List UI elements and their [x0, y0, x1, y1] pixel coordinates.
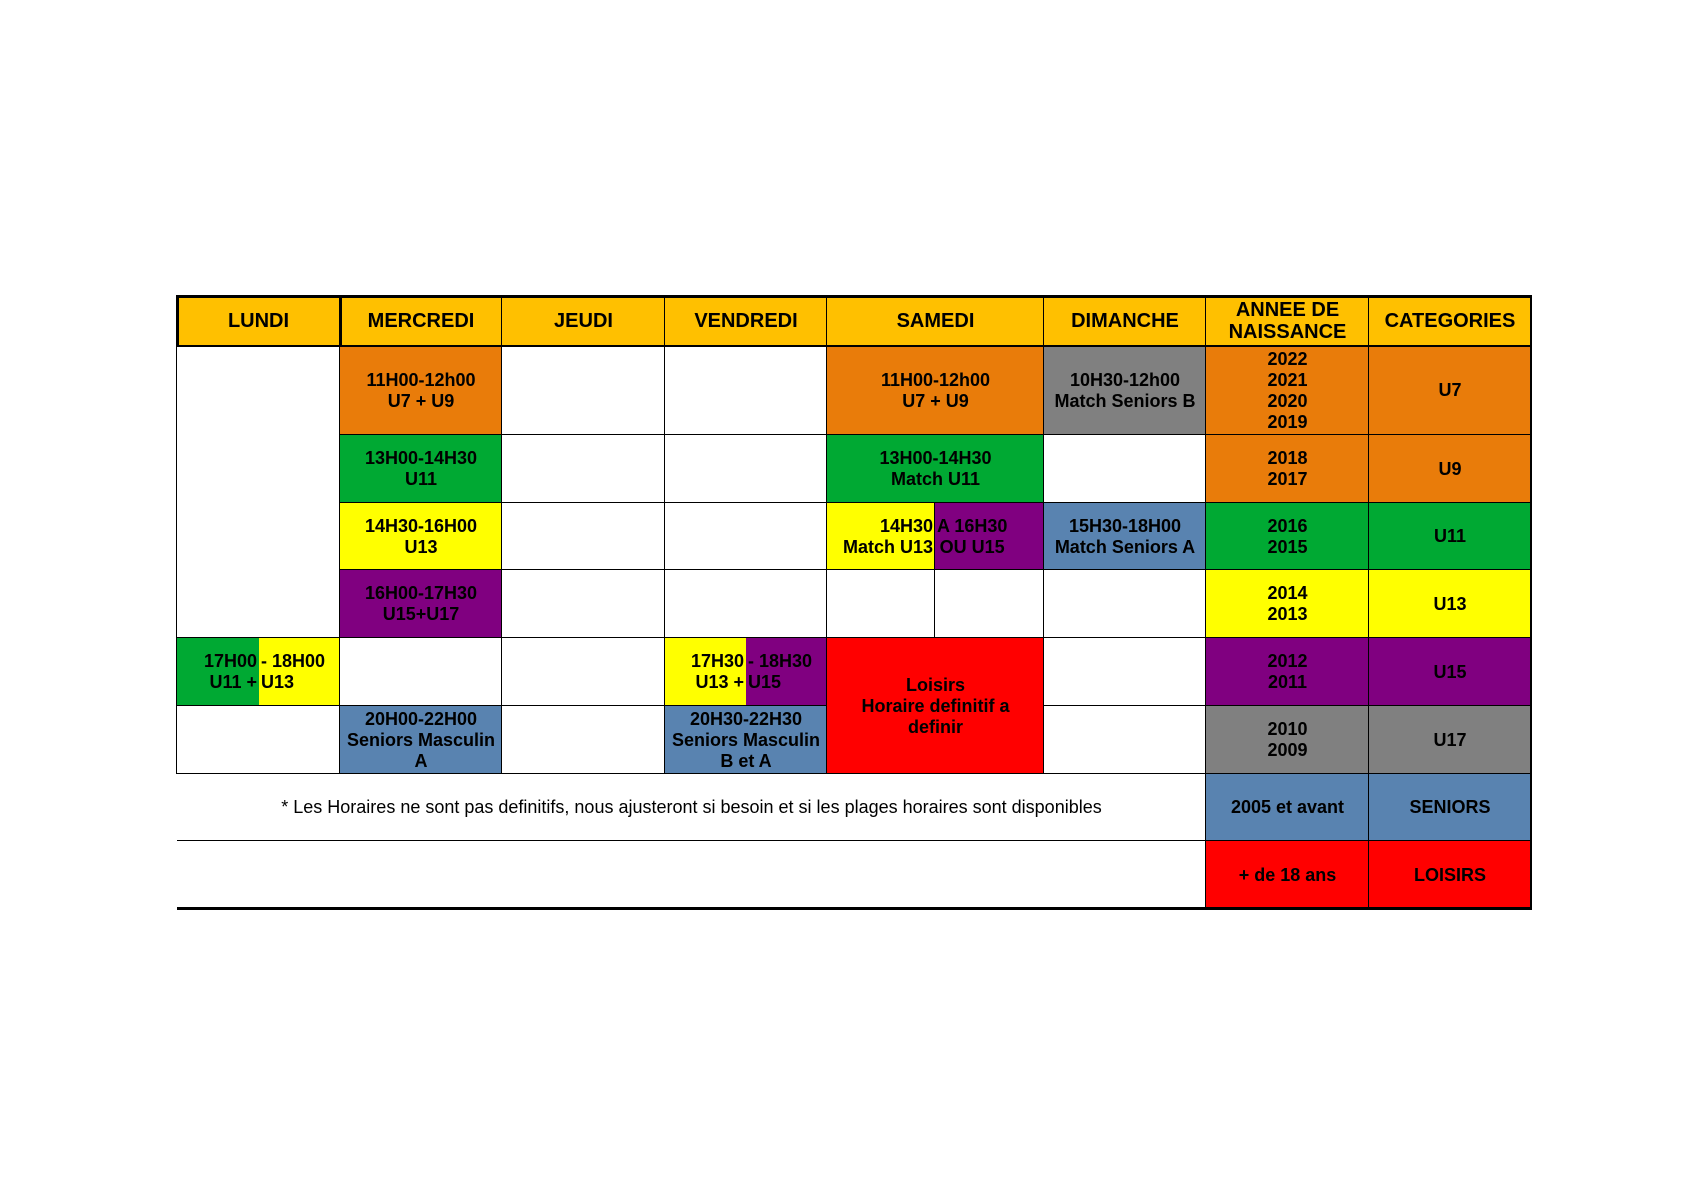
samedi-slot-u7-u9: 11H00-12h00 U7 + U9	[827, 346, 1044, 435]
grid-line	[1368, 296, 1369, 909]
grid-line	[1205, 296, 1206, 909]
annee-loisirs: + de 18 ans	[1206, 841, 1369, 909]
vendredi-slot-u13: 17H30 U13 +	[665, 638, 746, 706]
header-categories: CATEGORIES	[1369, 296, 1531, 346]
grid-line	[1044, 705, 1531, 706]
dimanche-slot-match-seniors-a: 15H30-18H00 Match Seniors A	[1044, 503, 1206, 570]
grid-line	[339, 295, 342, 347]
lundi-slot-u13: - 18H00 U13	[259, 638, 340, 706]
grid-line	[177, 773, 1531, 774]
annee-u17: 2010 2009	[1206, 706, 1369, 774]
annee-u7: 2022 2021 2020 2019	[1206, 346, 1369, 435]
grid-line	[339, 346, 340, 774]
dimanche-slot-match-seniors-b: 10H30-12h00 Match Seniors B	[1044, 346, 1206, 435]
grid-line	[934, 503, 935, 638]
header-lundi: LUNDI	[177, 296, 340, 346]
grid-line	[340, 502, 1531, 503]
category-u13: U13	[1369, 570, 1531, 638]
category-u9: U9	[1369, 435, 1531, 503]
mercredi-slot-seniors-masculin: 20H00-22H00 Seniors Masculin A	[340, 706, 502, 774]
grid-line	[826, 296, 827, 774]
mercredi-slot-u11: 13H00-14H30 U11	[340, 435, 502, 503]
schedule-note: * Les Horaires ne sont pas definitifs, nous ajusteront si besoin et si les plages horaires sont disponibles	[281, 797, 1102, 817]
category-u11: U11	[1369, 503, 1531, 570]
mercredi-slot-u13: 14H30-16H00 U13	[340, 503, 502, 570]
category-loisirs: LOISIRS	[1369, 841, 1531, 909]
grid-line	[177, 840, 1531, 841]
grid-line	[177, 907, 1531, 910]
annee-u11: 2016 2015	[1206, 503, 1369, 570]
grid-line	[177, 637, 1531, 638]
header-vendredi: VENDREDI	[665, 296, 827, 346]
vendredi-slot-seniors-masculin: 20H30-22H30 Seniors Masculin B et A	[665, 706, 827, 774]
grid-line	[340, 569, 1531, 570]
annee-u9: 2018 2017	[1206, 435, 1369, 503]
grid-line	[1530, 295, 1532, 910]
header-samedi: SAMEDI	[827, 296, 1044, 346]
grid-line	[177, 295, 1531, 298]
category-u15: U15	[1369, 638, 1531, 706]
grid-line	[177, 705, 827, 706]
header-jeudi: JEUDI	[502, 296, 665, 346]
category-u17: U17	[1369, 706, 1531, 774]
annee-u13: 2014 2013	[1206, 570, 1369, 638]
annee-seniors: 2005 et avant	[1206, 774, 1369, 841]
category-u7: U7	[1369, 346, 1531, 435]
grid-line	[501, 296, 502, 774]
grid-line	[1043, 296, 1044, 774]
samedi-slot-match-u13: 14H30 Match U13	[827, 503, 935, 570]
grid-line	[664, 296, 665, 774]
mercredi-slot-u7-u9: 11H00-12h00 U7 + U9	[340, 346, 502, 435]
samedi-slot-match-u11: 13H00-14H30 Match U11	[827, 435, 1044, 503]
mercredi-slot-u15-u17: 16H00-17H30 U15+U17	[340, 570, 502, 638]
category-seniors: SENIORS	[1369, 774, 1531, 841]
header-mercredi: MERCREDI	[340, 296, 502, 346]
samedi-slot-loisirs: Loisirs Horaire definitif a definir	[827, 638, 1044, 774]
grid-line	[177, 345, 1531, 347]
lundi-slot-u11: 17H00 U11 +	[177, 638, 259, 706]
header-annee-naissance: ANNEE DE NAISSANCE	[1206, 296, 1369, 346]
header-dimanche: DIMANCHE	[1044, 296, 1206, 346]
vendredi-slot-u15: - 18H30 U15	[746, 638, 827, 706]
grid-line	[340, 434, 1531, 435]
grid-line	[176, 295, 179, 347]
samedi-slot-u15: A 16H30 OU U15	[935, 503, 1044, 570]
annee-u15: 2012 2011	[1206, 638, 1369, 706]
grid-line	[176, 346, 177, 774]
